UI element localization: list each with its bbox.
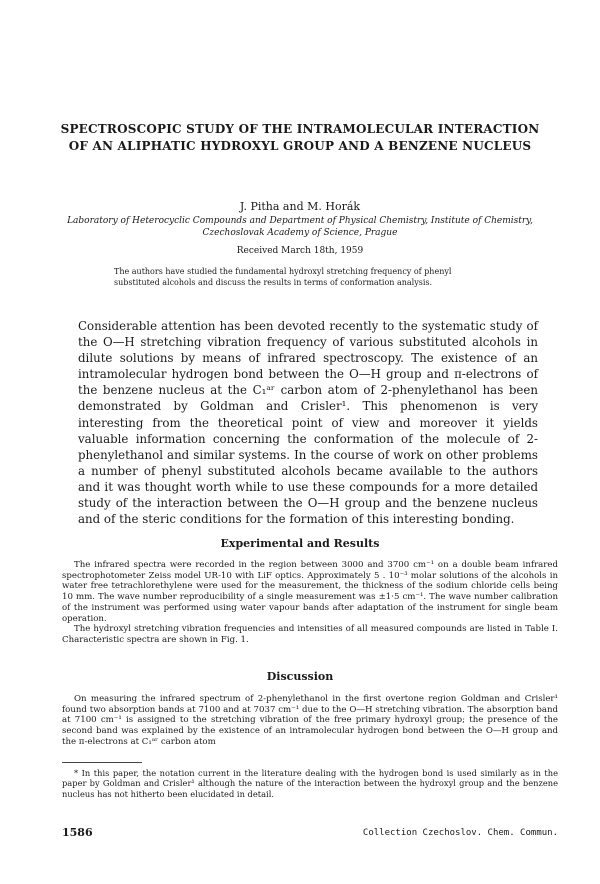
footnote-divider [62,762,142,763]
author-list: J. Pitha and M. Horák [239,200,361,213]
received-date: Received March 18th, 1959 [236,246,364,256]
abstract: The authors have studied the fundamental hydroxyl stretching frequency of phenyl substituted alcohols and discuss the results in terms of conformation analysis. [114,267,452,287]
experimental-paragraph-2: The hydroxyl stretching vibration frequencies and intensities of all measured compounds are listed in Table I. Characteristic spectra are shown in Fig. 1. [62,624,558,645]
introduction-paragraph: Considerable attention has been devoted recently to the systematic study of the O—H stretching vibration frequency of various substituted alcohols in dilute solutions by means of infrared spectroscopy. The existence of an intramolecular hydrogen bond between the O—H group and π-electrons of the benzene nucleus at the C₁ᵃʳ carbon atom of 2-phenylethanol has been demonstrated by Goldman and Crisler¹. This phenomenon is very interesting from the theoretical point of view and moreover it yields valuable information concerning the conformation of the molecule of 2-phenylethanol and similar systems. In the course of work on other problems a number of phenyl substituted alcohols became available to the authors and it was thought worth while to use these compounds for a more detailed study of the interaction between the O—H group and the benzene nucleus and of the steric conditions for the formation of this interesting bonding. [78,319,538,527]
experimental-heading: Experimental and Results [220,537,380,550]
affiliation-line-2: Czechoslovak Academy of Science, Prague [202,228,398,238]
experimental-paragraph-1: The infrared spectra were recorded in the region between 3000 and 3700 cm⁻¹ on a double beam infrared spectrophotometer Zeiss model UR-10 with LiF optics. Approximately 5 . 10⁻³ molar solutions of the alcohols in water free tetrachlorethylene were used for the measurement, the thickness of the sodium chloride cells being 10 mm. The wave number reproducibility of a single measurement was ±1·5 cm⁻¹. The wave number calibration of the instrument was performed using water vapour bands after adaptation of the instrument for single beam operation. [62,560,558,624]
footnote-text: * In this paper, the notation current in the literature dealing with the hydrogen bond is used similarly as in the paper by Goldman and Crisler¹ although the nature of the interaction between the hydroxyl group and the benzene nucleus has not hitherto been elucidated in detail. [62,768,558,799]
title-line-1: SPECTROSCOPIC STUDY OF THE INTRAMOLECULAR INTERACTION [60,122,540,136]
introduction [78,318,538,527]
footnote [62,768,558,799]
affiliation-line-1: Laboratory of Heterocyclic Compounds and Department of Physical Chemistry, Institute of Chemistry, [67,216,533,226]
discussion-section [62,694,558,748]
experimental-section [62,560,558,646]
journal-name: Collection Czechoslov. Chem. Commun. [362,828,558,838]
page-number: 1586 [62,826,93,839]
title-line-2: OF AN ALIPHATIC HYDROXYL GROUP AND A BENZENE NUCLEUS [68,139,532,153]
discussion-paragraph-1: On measuring the infrared spectrum of 2-phenylethanol in the first overtone region Goldman and Crisler¹ found two absorption bands at 7100 and at 7037 cm⁻¹ due to the O—H stretching vibration. The absorption band at 7100 cm⁻¹ is assigned to the stretching vibration of the free primary hydroxyl group; the presence of the second band was explained by the existence of an intramolecular hydrogen bond between the O—H group and the π-electrons at C₁ᵃʳ carbon atom [62,694,558,747]
affiliation [55,215,545,239]
discussion-heading: Discussion [266,670,334,683]
